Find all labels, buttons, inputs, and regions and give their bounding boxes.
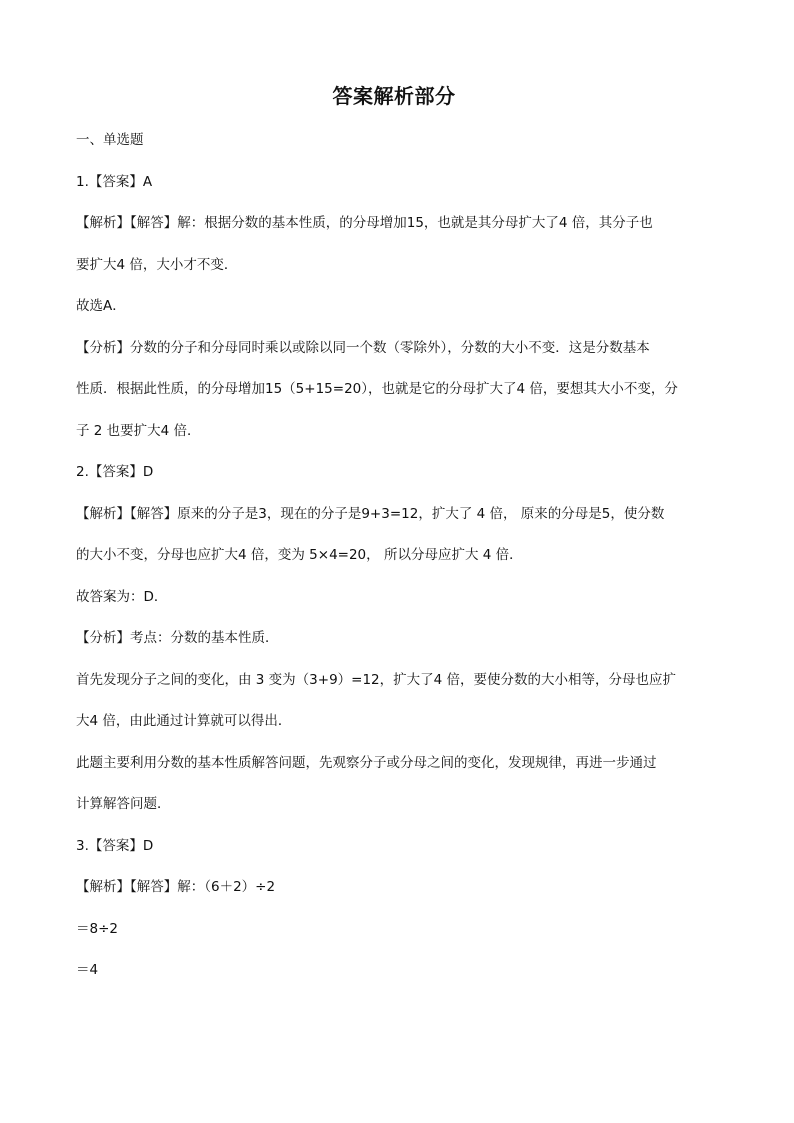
answer-2-analysis-line-4: 计算解答问题． bbox=[76, 796, 171, 812]
answer-2-analysis-line-3: 此题主要利用分数的基本性质解答问题，先观察分子或分母之间的变化，发现规律，再进一步通过 bbox=[76, 754, 657, 771]
answer-3-label: 3.【答案】D bbox=[76, 837, 154, 854]
answer-2-analysis-line-1: 首先发现分子之间的变化，由 3 变为（3+9）=12，扩大了4 倍，要使分数的大小相等，分母也应扩 bbox=[76, 671, 677, 688]
answer-1-choice: 故选A． bbox=[76, 298, 126, 314]
answer-3-step-2: ＝4 bbox=[76, 962, 99, 978]
answer-1-explanation-line-1: 【解析】【解答】解：根据分数的基本性质，的分母增加15，也就是其分母扩大了4 倍，其分子也 bbox=[76, 215, 653, 231]
answer-2-analysis-point: 【分析】考点：分数的基本性质． bbox=[76, 630, 279, 646]
answer-1-analysis-line-3: 子 2 也要扩大4 倍． bbox=[76, 422, 201, 439]
answer-2-explanation-line-2: 的大小不变，分母也应扩大4 倍，变为 5×4=20， 所以分母应扩大 4 倍． bbox=[76, 547, 523, 563]
page-title: 答案解析部分 bbox=[332, 84, 456, 108]
section-heading: 一、单选题 bbox=[76, 132, 144, 148]
answer-3-explanation-line-1: 【解析】【解答】解：（6＋2）÷2 bbox=[76, 879, 276, 895]
answer-2-choice: 故答案为：D． bbox=[76, 588, 168, 605]
answer-1-analysis-line-1: 【分析】分数的分子和分母同时乘以或除以同一个数（零除外），分数的大小不变．这是分数基本 bbox=[76, 339, 650, 356]
answer-1-analysis-line-2: 性质．根据此性质，的分母增加15（5+15=20），也就是它的分母扩大了4 倍，要想其大小不变，分 bbox=[76, 381, 678, 397]
answer-1-explanation-line-2: 要扩大4 倍，大小才不变． bbox=[76, 256, 238, 273]
answer-2-analysis-line-2: 大4 倍，由此通过计算就可以得出． bbox=[76, 713, 292, 729]
answer-1-label: 1.【答案】A bbox=[76, 173, 153, 190]
answer-3-step-1: ＝8÷2 bbox=[76, 920, 118, 937]
answer-2-explanation-line-1: 【解析】【解答】原来的分子是3，现在的分子是9+3=12，扩大了 4 倍， 原来的分母是5，使分数 bbox=[76, 505, 665, 522]
answer-2-label: 2.【答案】D bbox=[76, 464, 154, 480]
